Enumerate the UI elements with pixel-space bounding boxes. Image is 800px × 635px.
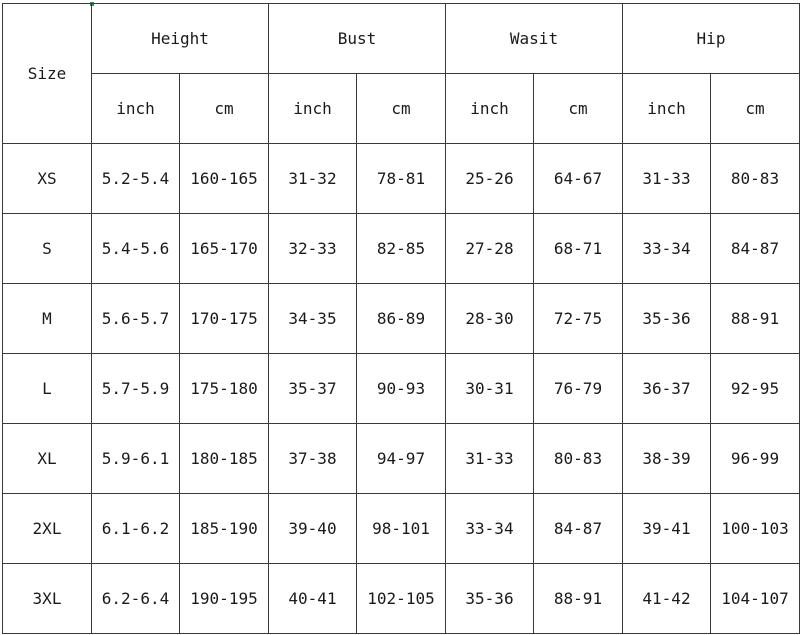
measurement-cell: 40-41 [269, 564, 357, 634]
measurement-cell: 96-99 [711, 424, 800, 494]
measurement-cell: 175-180 [180, 354, 269, 424]
unit-header-cm: cm [357, 74, 446, 144]
measurement-cell: 41-42 [623, 564, 711, 634]
group-header-bust: Bust [269, 4, 446, 74]
measurement-cell: 76-79 [534, 354, 623, 424]
measurement-cell: 39-40 [269, 494, 357, 564]
measurement-cell: 90-93 [357, 354, 446, 424]
measurement-cell: 25-26 [446, 144, 534, 214]
measurement-cell: 5.2-5.4 [92, 144, 180, 214]
size-cell: M [3, 284, 92, 354]
measurement-cell: 88-91 [534, 564, 623, 634]
measurement-cell: 165-170 [180, 214, 269, 284]
measurement-cell: 160-165 [180, 144, 269, 214]
group-header-height: Height [92, 4, 269, 74]
measurement-cell: 33-34 [623, 214, 711, 284]
measurement-cell: 80-83 [711, 144, 800, 214]
measurement-cell: 82-85 [357, 214, 446, 284]
measurement-cell: 37-38 [269, 424, 357, 494]
group-header-waist: Wasit [446, 4, 623, 74]
measurement-cell: 5.7-5.9 [92, 354, 180, 424]
table-row [3, 494, 800, 564]
table-row [3, 284, 800, 354]
size-chart-table [2, 3, 800, 634]
measurement-cell: 102-105 [357, 564, 446, 634]
measurement-cell: 100-103 [711, 494, 800, 564]
measurement-cell: 33-34 [446, 494, 534, 564]
size-cell: S [3, 214, 92, 284]
size-cell: XS [3, 144, 92, 214]
unit-header-inch: inch [92, 74, 180, 144]
measurement-cell: 72-75 [534, 284, 623, 354]
table-row [3, 214, 800, 284]
measurement-cell: 64-67 [534, 144, 623, 214]
measurement-cell: 190-195 [180, 564, 269, 634]
measurement-cell: 80-83 [534, 424, 623, 494]
measurement-cell: 68-71 [534, 214, 623, 284]
measurement-cell: 185-190 [180, 494, 269, 564]
unit-header-inch: inch [623, 74, 711, 144]
measurement-cell: 88-91 [711, 284, 800, 354]
table-row [3, 354, 800, 424]
table-row [3, 424, 800, 494]
measurement-cell: 34-35 [269, 284, 357, 354]
measurement-cell: 94-97 [357, 424, 446, 494]
measurement-cell: 39-41 [623, 494, 711, 564]
measurement-cell: 98-101 [357, 494, 446, 564]
measurement-cell: 30-31 [446, 354, 534, 424]
measurement-cell: 38-39 [623, 424, 711, 494]
measurement-cell: 104-107 [711, 564, 800, 634]
unit-header-cm: cm [711, 74, 800, 144]
measurement-cell: 84-87 [534, 494, 623, 564]
unit-header-inch: inch [446, 74, 534, 144]
measurement-cell: 180-185 [180, 424, 269, 494]
unit-header-cm: cm [180, 74, 269, 144]
measurement-cell: 6.2-6.4 [92, 564, 180, 634]
size-rows [3, 144, 800, 634]
measurement-cell: 36-37 [623, 354, 711, 424]
size-header: Size [3, 4, 92, 144]
group-header-hip: Hip [623, 4, 800, 74]
size-cell: XL [3, 424, 92, 494]
measurement-cell: 5.9-6.1 [92, 424, 180, 494]
measurement-cell: 6.1-6.2 [92, 494, 180, 564]
measurement-cell: 84-87 [711, 214, 800, 284]
size-cell: L [3, 354, 92, 424]
measurement-cell: 86-89 [357, 284, 446, 354]
measurement-cell: 35-36 [623, 284, 711, 354]
measurement-cell: 31-33 [446, 424, 534, 494]
measurement-cell: 78-81 [357, 144, 446, 214]
header-row-groups [3, 4, 800, 74]
size-cell: 3XL [3, 564, 92, 634]
measurement-cell: 32-33 [269, 214, 357, 284]
measurement-cell: 31-33 [623, 144, 711, 214]
measurement-cell: 5.4-5.6 [92, 214, 180, 284]
measurement-cell: 170-175 [180, 284, 269, 354]
header-row-units [3, 74, 800, 144]
measurement-cell: 31-32 [269, 144, 357, 214]
unit-header-inch: inch [269, 74, 357, 144]
table-row [3, 144, 800, 214]
measurement-cell: 35-36 [446, 564, 534, 634]
measurement-cell: 28-30 [446, 284, 534, 354]
unit-header-cm: cm [534, 74, 623, 144]
measurement-cell: 92-95 [711, 354, 800, 424]
size-cell: 2XL [3, 494, 92, 564]
measurement-cell: 27-28 [446, 214, 534, 284]
measurement-cell: 5.6-5.7 [92, 284, 180, 354]
table-row [3, 564, 800, 634]
measurement-cell: 35-37 [269, 354, 357, 424]
